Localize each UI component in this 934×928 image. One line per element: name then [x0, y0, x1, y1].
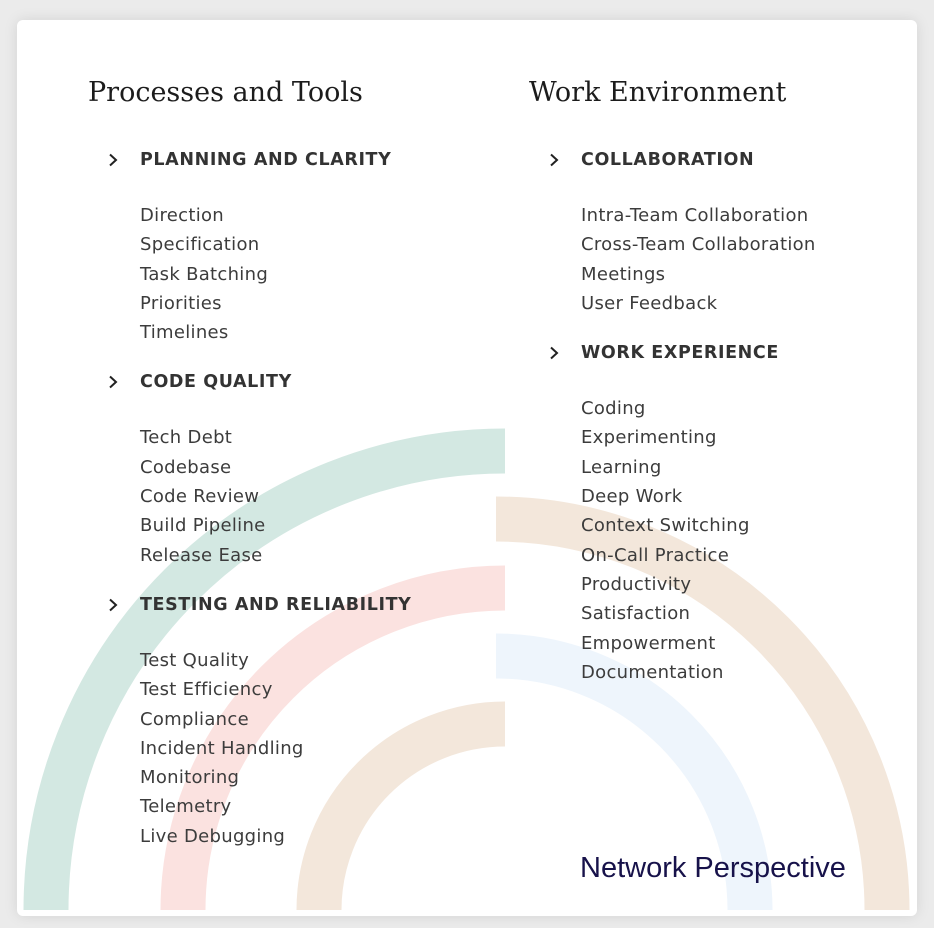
list-item: Timelines: [140, 322, 229, 344]
metric-list: [140, 646, 411, 851]
list-item: User Feedback: [581, 292, 718, 314]
list-item: Context Switching: [581, 515, 750, 537]
section-code-quality: [88, 370, 411, 569]
section-toggle[interactable]: [88, 370, 411, 394]
metric-list: [140, 201, 411, 347]
list-item: Specification: [140, 234, 260, 256]
list-item: Experimenting: [581, 427, 717, 449]
metric-list: [581, 394, 816, 687]
section-work-experience: [529, 341, 816, 687]
brand-wordmark: Network Perspective: [580, 852, 846, 884]
list-item: Code Review: [140, 486, 260, 508]
list-item: Direction: [140, 205, 225, 226]
section-collaboration: [529, 148, 816, 318]
list-item: Test Quality: [140, 649, 250, 671]
column-title: Work Environment: [529, 77, 787, 108]
section-title: COLLABORATION: [581, 150, 755, 170]
work-environment-column: [529, 76, 816, 710]
list-item: Build Pipeline: [140, 515, 266, 537]
list-item: Test Efficiency: [140, 679, 273, 701]
list-item: Documentation: [581, 661, 724, 683]
list-item: Telemetry: [140, 796, 232, 818]
list-item: Meetings: [581, 263, 666, 285]
section-title: TESTING AND RELIABILITY: [140, 594, 412, 615]
section-planning-and-clarity: [88, 148, 411, 347]
list-item: Satisfaction: [581, 603, 691, 625]
list-item: Compliance: [140, 708, 249, 730]
list-item: Learning: [581, 456, 662, 478]
metric-list: [140, 423, 411, 569]
list-item: Empowerment: [581, 632, 716, 654]
list-item: Priorities: [140, 292, 222, 314]
chevron-right-icon: [88, 370, 140, 394]
list-item: Coding: [581, 398, 646, 420]
list-item: Productivity: [581, 573, 692, 595]
chevron-right-icon: [529, 148, 581, 172]
chevron-right-icon: [88, 148, 140, 172]
list-item: Live Debugging: [140, 825, 286, 847]
list-item: Release Ease: [140, 544, 263, 566]
list-item: On-Call Practice: [581, 544, 730, 566]
list-item: Incident Handling: [140, 737, 304, 759]
list-item: Intra-Team Collaboration: [581, 205, 809, 226]
section-testing-and-reliability: [88, 593, 411, 851]
list-item: Monitoring: [140, 767, 240, 789]
section-title: PLANNING AND CLARITY: [140, 150, 392, 170]
processes-column: [88, 76, 411, 874]
metric-list: [581, 201, 816, 318]
chevron-right-icon: [529, 341, 581, 365]
column-title: Processes and Tools: [88, 77, 363, 108]
list-item: Codebase: [140, 456, 232, 478]
list-item: Deep Work: [581, 486, 683, 508]
list-item: Task Batching: [140, 263, 269, 285]
section-toggle[interactable]: [529, 148, 816, 172]
section-toggle[interactable]: [529, 341, 816, 365]
list-item: Tech Debt: [140, 427, 233, 449]
section-title: WORK EXPERIENCE: [581, 343, 779, 364]
section-toggle[interactable]: [88, 593, 411, 617]
section-title: CODE QUALITY: [140, 372, 292, 393]
chevron-right-icon: [88, 593, 140, 617]
section-toggle[interactable]: [88, 148, 411, 172]
list-item: Cross-Team Collaboration: [581, 234, 816, 256]
